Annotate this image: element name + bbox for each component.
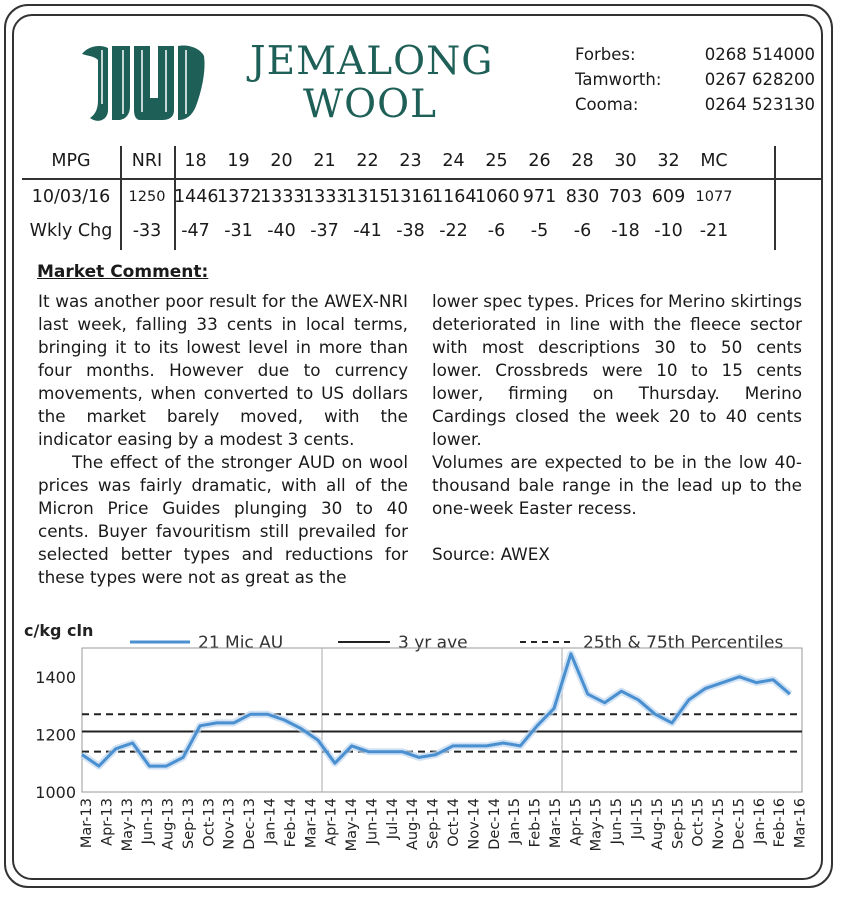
comment-paragraph: Volumes are expected to be in the low 40-thousand bale range in the lead up to the one-week Easter recess.	[432, 452, 802, 518]
y-axis-label: c/kg cln	[24, 621, 94, 640]
nri-value: 1250	[128, 189, 166, 205]
x-tick-label: Jul-14	[384, 798, 401, 840]
contact-row-cooma	[575, 92, 815, 117]
micron-value: -40	[267, 221, 296, 241]
x-tick-label: Oct-13	[201, 798, 218, 847]
x-tick-label: Apr-14	[323, 798, 340, 846]
wool-price-chart	[20, 620, 820, 880]
x-tick-label: Jun-13	[140, 798, 157, 845]
x-tick-label: Jan-14	[262, 798, 279, 845]
x-tick-label: Feb-15	[527, 798, 544, 848]
source-note: Source: AWEX	[432, 544, 550, 564]
price-row-weekly-change	[22, 216, 822, 246]
x-tick-label: Oct-14	[446, 798, 462, 847]
header-rule	[22, 178, 822, 180]
brand-name-line1: JEMALONG	[250, 39, 494, 84]
micron-value: -37	[310, 221, 339, 241]
x-tick-label: Mar-15	[547, 798, 564, 849]
header-micron: 19	[227, 151, 250, 171]
micron-value: -18	[611, 221, 640, 241]
column-divider	[174, 146, 176, 250]
micron-value: 830	[565, 187, 600, 207]
mc-value: -21	[699, 221, 729, 241]
x-tick-label: Jan-16	[751, 798, 768, 845]
micron-value: -47	[181, 221, 210, 241]
market-comment-right-column	[432, 290, 802, 566]
header-micron: 26	[528, 151, 551, 171]
brand-name	[250, 39, 494, 127]
micron-value: 1316	[389, 187, 434, 207]
office-name: Forbes:	[575, 45, 636, 64]
x-tick-label: Nov-13	[221, 798, 238, 850]
price-table	[22, 146, 822, 250]
x-tick-label: Dec-13	[242, 798, 259, 850]
price-table-header	[22, 146, 822, 176]
column-divider	[120, 146, 122, 250]
x-tick-label: Feb-14	[282, 798, 299, 848]
x-tick-label: Mar-13	[79, 798, 95, 849]
micron-value: -6	[573, 221, 592, 241]
y-tick-label: 1400	[35, 667, 76, 687]
x-tick-label: Nov-14	[466, 798, 483, 850]
x-tick-label: Jul-15	[629, 798, 646, 840]
micron-value: -41	[353, 221, 382, 241]
plot-area	[82, 648, 802, 792]
header-label: MPG	[51, 151, 91, 171]
micron-value: 971	[522, 187, 557, 207]
micron-value: 609	[651, 187, 686, 207]
header-micron: 28	[571, 151, 594, 171]
x-tick-label: Oct-15	[690, 798, 707, 847]
x-tick-label: May-13	[119, 798, 136, 852]
jw-logo	[78, 40, 208, 124]
micron-value: 1060	[475, 187, 520, 207]
micron-value: 1333	[260, 187, 305, 207]
legend-label: 21 Mic AU	[198, 633, 284, 653]
column-divider	[774, 146, 776, 250]
legend-label: 3 yr ave	[398, 633, 468, 653]
x-tick-label: Jan-15	[507, 798, 524, 845]
office-phone: 0264 523130	[704, 95, 815, 114]
y-tick-label: 1200	[35, 725, 76, 745]
contact-list	[575, 42, 815, 117]
header-micron: 21	[313, 151, 336, 171]
market-comment-left-column	[38, 290, 408, 589]
office-name: Tamworth:	[575, 70, 662, 89]
header-micron: 22	[356, 151, 379, 171]
x-tick-label: Aug-15	[649, 798, 666, 850]
micron-value: -31	[224, 221, 253, 241]
micron-value: -6	[487, 221, 506, 241]
x-tick-label: Apr-13	[99, 798, 116, 846]
header-micron: 30	[614, 151, 637, 171]
x-tick-label: Aug-13	[160, 798, 177, 850]
mc-value: 1077	[695, 189, 733, 205]
x-tick-label: Jun-15	[609, 798, 626, 845]
comment-paragraph: The effect of the stronger AUD on wool prices was fairly dramatic, with all of the Micron Price Guides plunging 30 to 40 cents. Buyer favouritism still prevailed for selected better types and reductions for these types were not as great as the	[38, 452, 408, 587]
micron-value: 1372	[217, 187, 262, 207]
x-tick-label: Apr-15	[568, 798, 585, 846]
x-tick-label: Feb-16	[772, 798, 789, 848]
header-nri: NRI	[131, 151, 163, 171]
x-tick-label: Dec-15	[731, 798, 748, 850]
office-phone: 0268 514000	[704, 45, 815, 64]
header-micron: 23	[399, 151, 422, 171]
header-micron: 32	[657, 151, 680, 171]
micron-value: -5	[530, 221, 549, 241]
y-tick-label: 1000	[35, 783, 76, 802]
header-micron: 25	[485, 151, 508, 171]
x-tick-label: Sep-13	[180, 798, 197, 850]
micron-value: 1164	[432, 187, 477, 207]
header-mc: MC	[700, 151, 728, 171]
row-label: Wkly Chg	[29, 221, 113, 241]
contact-row-forbes	[575, 42, 815, 67]
micron-value: -22	[439, 221, 468, 241]
x-tick-label: Mar-14	[303, 798, 320, 849]
micron-value: 1333	[303, 187, 348, 207]
price-row-current	[22, 182, 822, 212]
x-tick-label: Dec-14	[486, 798, 503, 850]
x-tick-label: Sep-14	[425, 798, 442, 850]
office-phone: 0267 628200	[704, 70, 815, 89]
micron-value: 1446	[174, 187, 219, 207]
x-tick-label: Aug-14	[405, 798, 422, 850]
micron-value: -10	[654, 221, 683, 241]
micron-value: -38	[396, 221, 425, 241]
header-micron: 18	[184, 151, 207, 171]
contact-row-tamworth	[575, 67, 815, 92]
header-micron: 24	[442, 151, 465, 171]
legend-label: 25th & 75th Percentiles	[583, 633, 784, 653]
x-tick-label: May-14	[344, 798, 361, 852]
x-tick-label: Sep-15	[670, 798, 687, 850]
micron-value: 703	[608, 187, 643, 207]
market-comment-title: Market Comment:	[37, 262, 209, 282]
office-name: Cooma:	[575, 95, 639, 114]
brand-name-line2: WOOL	[303, 82, 437, 127]
x-tick-label: Mar-16	[792, 798, 809, 849]
comment-paragraph: lower spec types. Prices for Merino skirtings deteriorated in line with the fleece sector with most descriptions 30 to 50 cents lower. Crossbreds were 10 to 15 cents lower, firming on Thursday. Merino Cardings closed the week 20 to 40 cents lower.	[432, 291, 802, 449]
comment-paragraph: It was another poor result for the AWEX-NRI last week, falling 33 cents in local terms, bringing it to its lowest level in more than four months. However due to currency movements, when converted to US dollars the market barely moved, with the indicator easing by a modest 3 cents.	[38, 291, 408, 449]
x-tick-label: Nov-15	[711, 798, 728, 850]
nri-value: -33	[132, 221, 162, 241]
micron-value: 1315	[346, 187, 391, 207]
x-tick-label: Jun-14	[364, 798, 381, 845]
header-micron: 20	[270, 151, 293, 171]
row-label: 10/03/16	[31, 187, 111, 207]
x-tick-label: May-15	[588, 798, 605, 852]
